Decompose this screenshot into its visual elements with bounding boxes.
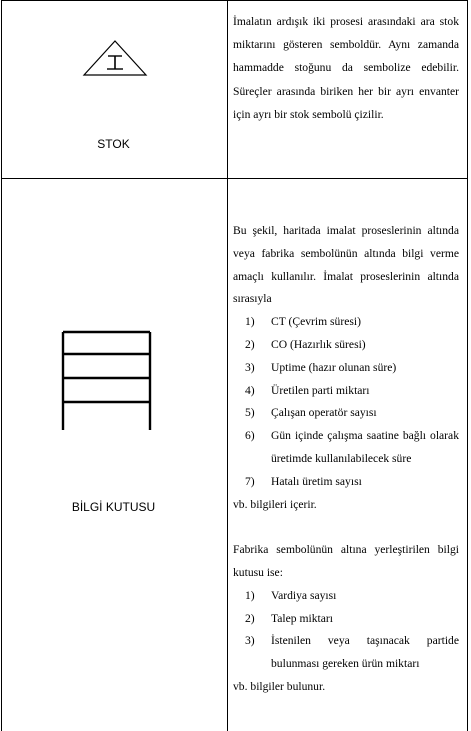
info-box-description-cell xyxy=(233,220,459,699)
table-border-right xyxy=(467,0,468,731)
table-border-left xyxy=(1,0,2,731)
list-item: 1) CT (Çevrim süresi) xyxy=(245,315,361,329)
table-divider-column xyxy=(227,0,228,731)
info-box-outro: vb. bilgileri içerir. xyxy=(233,497,317,511)
list-item: 4) Üretilen parti miktarı xyxy=(245,383,370,397)
stock-symbol xyxy=(80,38,150,78)
factory-outro: vb. bilgiler bulunur. xyxy=(233,679,326,693)
process-info-list xyxy=(233,311,459,493)
factory-info-list xyxy=(233,585,459,676)
info-box-intro: Bu şekil, haritada imalat proseslerinin altında veya fabrika sembolünün altında bilgi verme amaçlı kullanılır. İmalat proseslerinin altında sırasıyla xyxy=(233,224,459,306)
stock-label: STOK xyxy=(97,137,130,151)
info-box-symbol xyxy=(60,326,155,431)
table-divider-row xyxy=(1,178,468,179)
stock-description-cell xyxy=(233,10,459,126)
list-item: 6) Gün içinde çalışma saatine bağlı olarak üretimde kullanılabilecek süre xyxy=(245,429,459,465)
info-box-label: BİLGİ KUTUSU xyxy=(71,500,156,514)
list-item: 3) Uptime (hazır olunan süre) xyxy=(245,360,397,374)
list-item: 3) İstenilen veya taşınacak partide bulunması gereken ürün miktarı xyxy=(245,634,459,671)
stock-description: İmalatın ardışık iki prosesi arasındaki ara stok miktarını gösteren semboldür. Aynı zamanda hammadde stoğunu da sembolize edebilir. Süreçler arasında biriken her bir ayrı envanter için ayrı bir stok sembolü çizilir. xyxy=(233,15,459,121)
table-border-top xyxy=(1,0,468,1)
list-item: 2) Talep miktarı xyxy=(245,611,333,625)
list-item: 5) Çalışan operatör sayısı xyxy=(245,406,377,420)
list-item: 2) CO (Hazırlık süresi) xyxy=(245,337,366,351)
list-item: 1) Vardiya sayısı xyxy=(245,588,337,602)
factory-intro: Fabrika sembolünün altına yerleştirilen bilgi kutusu ise: xyxy=(233,543,459,579)
list-item: 7) Hatalı üretim sayısı xyxy=(245,474,362,488)
